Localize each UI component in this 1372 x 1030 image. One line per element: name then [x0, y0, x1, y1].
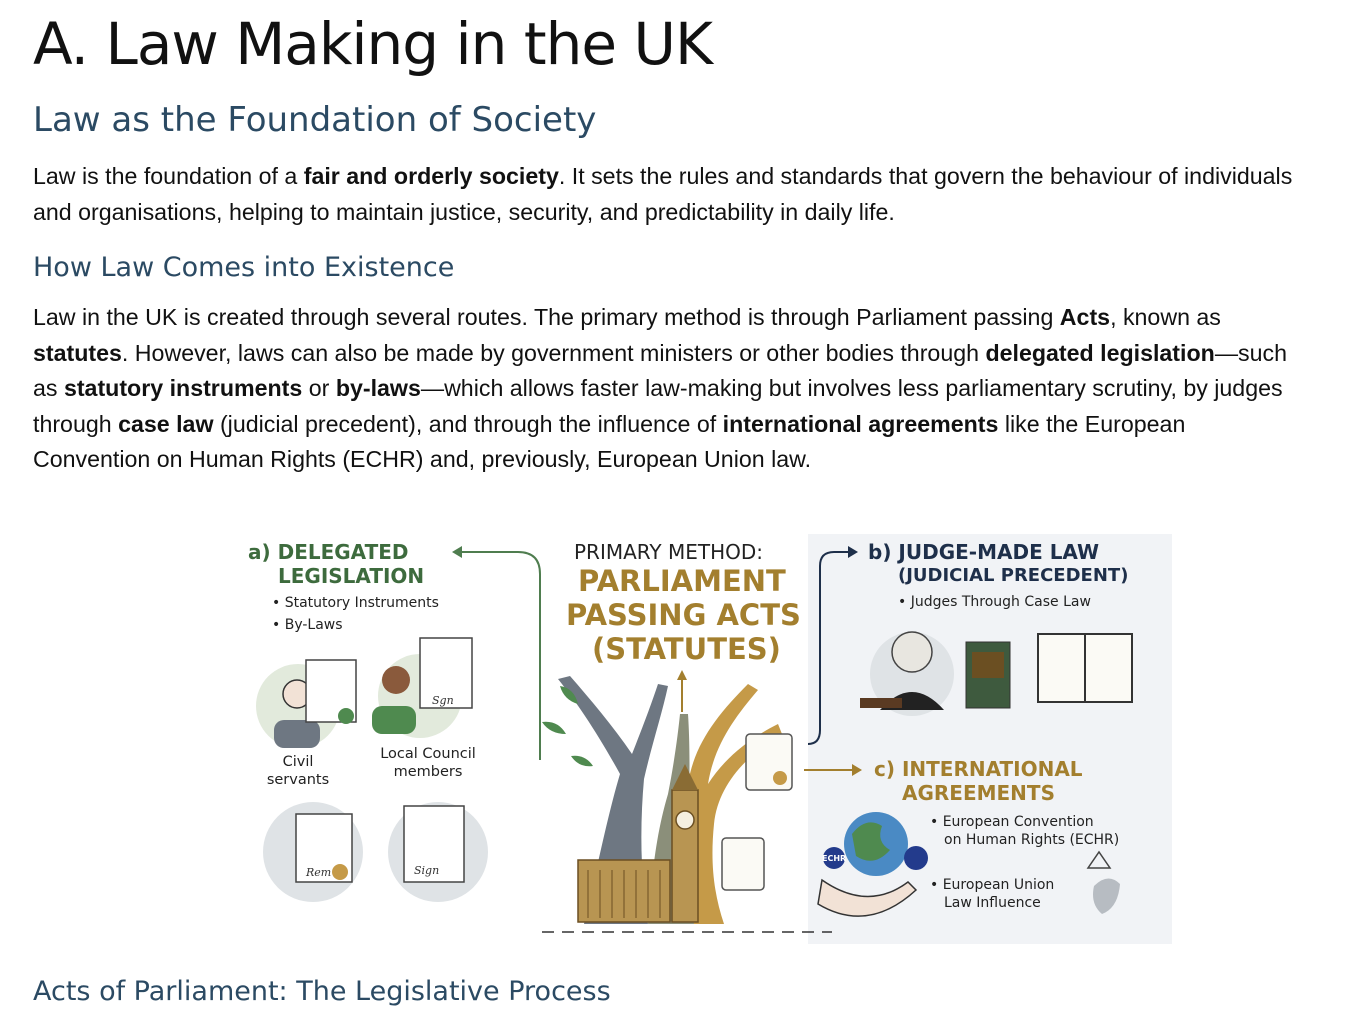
delegated-heading-line1: a) DELEGATED — [248, 540, 409, 564]
section-heading-foundation: Law as the Foundation of Society — [33, 100, 597, 140]
council-members-line2: members — [393, 764, 463, 780]
primary-method-line1: PARLIAMENT — [578, 564, 786, 598]
international-item-eu-line1: • European Union — [930, 877, 1055, 893]
primary-method-label: PRIMARY METHOD: — [574, 540, 764, 564]
signature-rem: Rem — [306, 866, 332, 879]
delegated-item-bylaws: • By-Laws — [272, 617, 343, 633]
international-item-eu-line2: Law Influence — [944, 895, 1041, 911]
existence-paragraph: Law in the UK is created through several routes. The primary method is through Parliament passing Acts, known as statutes. However, laws can also be made by government ministers or other bodies through delegated legislation—such as statutory instruments or by-laws—which allows faster law-making but involves less parliamentary scrutiny, by judges through case law (judicial precedent), and through the influence of international agreements like the European Convention on Human Rights (ECHR) and, previously, European Union law. — [33, 304, 1287, 472]
foundation-paragraph: Law is the foundation of a fair and orderly society. It sets the rules and standards that govern the behaviour of individuals and organisations, helping to maintain justice, security, and predictability in daily life. — [33, 163, 1293, 225]
primary-method-line3: (STATUTES) — [592, 632, 781, 666]
international-heading-line1: c) INTERNATIONAL — [874, 757, 1083, 781]
council-members-line1: Local Council — [380, 746, 476, 762]
civil-servants-line1: Civil — [282, 754, 314, 770]
signature-sign: Sign — [414, 864, 440, 877]
echr-badge: ECHR — [822, 854, 847, 863]
delegated-heading-line2: LEGISLATION — [278, 564, 425, 588]
page-title: A. Law Making in the UK — [33, 10, 712, 78]
section-heading-existence: How Law Comes into Existence — [33, 252, 455, 283]
international-item-echr-line1: • European Convention — [930, 814, 1094, 830]
international-item-echr-line2: on Human Rights (ECHR) — [944, 832, 1120, 848]
civil-servants-line2: servants — [266, 772, 330, 788]
section-heading-acts: Acts of Parliament: The Legislative Process — [33, 976, 611, 1007]
signature-sgn: Sgn — [432, 694, 454, 707]
judge-made-heading-line1: b) JUDGE-MADE LAW — [868, 540, 1100, 564]
delegated-item-statutory: • Statutory Instruments — [272, 595, 439, 611]
law-making-infographic — [248, 534, 1172, 944]
international-heading-line2: AGREEMENTS — [902, 781, 1055, 805]
judge-made-heading-line2: (JUDICIAL PRECEDENT) — [898, 565, 1129, 586]
primary-method-line2: PASSING ACTS — [566, 598, 801, 632]
judge-made-item: • Judges Through Case Law — [898, 594, 1091, 610]
